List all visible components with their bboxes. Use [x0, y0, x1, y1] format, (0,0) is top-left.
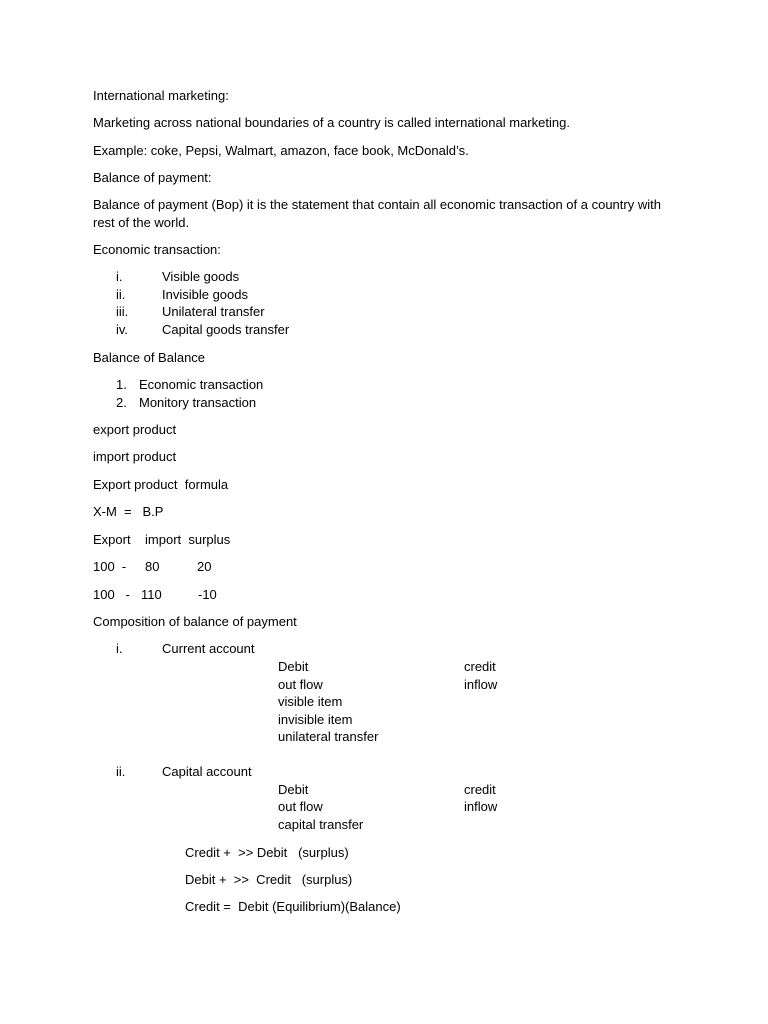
capital-credit-label: credit	[464, 782, 496, 797]
econ-list-item: Capital goods transfer	[162, 322, 290, 337]
current-inflow-label: inflow	[464, 677, 498, 692]
bob-list-number: 2.	[116, 395, 127, 410]
formula-line: X-M = B.P	[93, 504, 164, 519]
econ-list-number: i.	[116, 269, 123, 284]
capital-item: capital transfer	[278, 817, 364, 832]
current-item: invisible item	[278, 712, 353, 727]
bop-definition-line-1: Balance of payment (Bop) it is the statement that contain all economic transaction of a country with	[93, 197, 661, 212]
econ-list-number: iv.	[116, 322, 129, 337]
capital-account-title: Capital account	[162, 764, 252, 779]
econ-list-item: Visible goods	[162, 269, 240, 284]
capital-debit-label: Debit	[278, 782, 309, 797]
current-account-number: i.	[116, 641, 123, 656]
heading-balance-of-balance: Balance of Balance	[93, 350, 206, 365]
row1-export: 100 -	[93, 559, 127, 574]
econ-list-item: Invisible goods	[162, 287, 248, 302]
capital-inflow-label: inflow	[464, 799, 498, 814]
current-account-title: Current account	[162, 641, 255, 656]
current-debit-label: Debit	[278, 659, 309, 674]
current-credit-label: credit	[464, 659, 496, 674]
example-line: Example: coke, Pepsi, Walmart, amazon, face book, McDonald’s.	[93, 143, 469, 158]
export-product-line: export product	[93, 422, 177, 437]
current-item: unilateral transfer	[278, 729, 379, 744]
table-header-line: Export import surplus	[93, 532, 231, 547]
capital-outflow-label: out flow	[278, 799, 323, 814]
current-item: visible item	[278, 694, 343, 709]
bob-list-item: Monitory transaction	[139, 395, 257, 410]
econ-list-number: iii.	[116, 304, 129, 319]
heading-balance-of-payment: Balance of payment:	[93, 170, 212, 185]
row2-surplus: -10	[198, 587, 217, 602]
rule-line: Credit + >> Debit (surplus)	[185, 845, 349, 860]
capital-account-number: ii.	[116, 764, 126, 779]
current-outflow-label: out flow	[278, 677, 323, 692]
heading-economic-transaction: Economic transaction:	[93, 242, 221, 257]
international-marketing-definition: Marketing across national boundaries of a country is called international marketing.	[93, 115, 570, 130]
rule-line: Debit + >> Credit (surplus)	[185, 872, 353, 887]
heading-composition: Composition of balance of payment	[93, 614, 297, 629]
heading-international-marketing: International marketing:	[93, 88, 229, 103]
bob-list-number: 1.	[116, 377, 127, 392]
row2-import: 110	[141, 587, 162, 602]
export-formula-heading: Export product formula	[93, 477, 229, 492]
rule-line: Credit = Debit (Equilibrium)(Balance)	[185, 899, 401, 914]
import-product-line: import product	[93, 449, 177, 464]
row2-export: 100 -	[93, 587, 130, 602]
bob-list-item: Economic transaction	[139, 377, 264, 392]
bop-definition-line-2: rest of the world.	[93, 215, 190, 230]
econ-list-item: Unilateral transfer	[162, 304, 265, 319]
row1-import: 80	[145, 559, 160, 574]
econ-list-number: ii.	[116, 287, 126, 302]
row1-surplus: 20	[197, 559, 212, 574]
